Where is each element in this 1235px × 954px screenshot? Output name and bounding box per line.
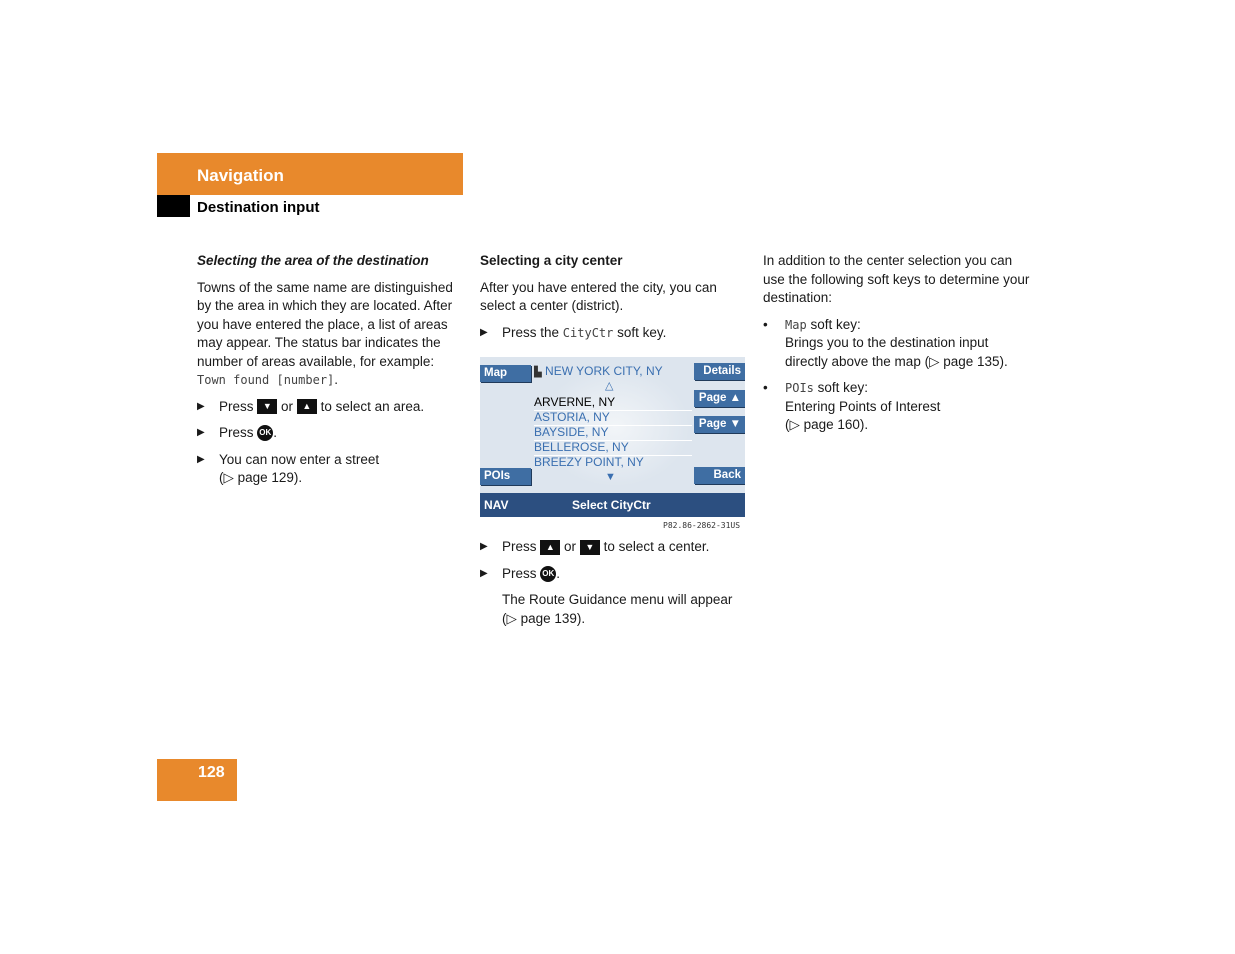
city-skyline-icon: ▙: [534, 367, 542, 378]
step-marker-icon: ▶: [480, 326, 488, 338]
area-description: Towns of the same name are distinguished by the area in which they are located. After you have entered the place, a list of areas may appear. The status bar indicates the number of areas available, for example:: [197, 279, 453, 369]
scroll-down-icon[interactable]: ▼: [605, 471, 616, 483]
city-list-item[interactable]: BELLEROSE, NY: [534, 440, 629, 454]
map-softkey-code: Map: [785, 317, 807, 332]
step-marker-icon: ▶: [197, 453, 205, 465]
column-2-heading: Selecting a city center: [480, 253, 623, 268]
down-key-icon: ▼: [580, 540, 600, 555]
step-marker-icon: ▶: [197, 400, 205, 412]
step-enter-street: ▶ You can now enter a street (▷ page 129).: [197, 451, 380, 485]
ok-button-icon: OK: [257, 425, 273, 441]
softkey-map[interactable]: Map: [480, 365, 531, 382]
up-key-icon: ▲: [540, 540, 560, 555]
step-press-ok: ▶ Press OK .: [480, 565, 748, 584]
column-1: [197, 252, 465, 496]
column-1-heading: Selecting the area of the destination: [197, 253, 429, 268]
softkey-page-up[interactable]: Page ▲: [694, 390, 745, 407]
bullet-icon: •: [763, 316, 768, 332]
step-select-area: ▶ Press ▼ or ▲ to select an area.: [197, 398, 465, 417]
column-2-paragraph: After you have entered the city, you can select a center (district).: [480, 279, 717, 313]
column-1-paragraph: Towns of the same name are distinguished by the area in which they are located. After you have entered the place, a list of areas may appear. The status bar indicates the number of areas available, for example: Town found [number].: [197, 279, 453, 387]
city-list-item[interactable]: ARVERNE, NY: [534, 395, 616, 409]
step-marker-icon: ▶: [197, 427, 205, 438]
city-list-item[interactable]: BREEZY POINT, NY: [534, 455, 644, 469]
down-key-icon: ▼: [257, 399, 277, 414]
cityctr-softkey-code: CityCtr: [562, 325, 614, 340]
city-list-item[interactable]: ASTORIA, NY: [534, 410, 610, 424]
example-status-text: Town found [number]: [197, 373, 335, 387]
page-reference: (▷ page 139).: [502, 610, 586, 626]
selected-city-header: ▙ NEW YORK CITY, NY: [534, 364, 663, 378]
ok-button-icon: OK: [540, 566, 556, 582]
softkey-details[interactable]: Details: [694, 363, 745, 380]
softkey-page-down[interactable]: Page ▼: [694, 416, 745, 433]
step-select-center: ▶ Press ▲ or ▼ to select a center.: [480, 538, 748, 557]
column-2: [480, 252, 748, 350]
page-number: 128: [198, 764, 225, 781]
up-key-icon: ▲: [297, 399, 317, 414]
column-3: [763, 252, 1035, 443]
scroll-up-icon[interactable]: △: [605, 380, 614, 392]
softkey-back[interactable]: Back: [694, 467, 745, 484]
step-marker-icon: ▶: [480, 567, 488, 579]
route-guidance-note: The Route Guidance menu will appear (▷ page 139).: [502, 592, 733, 626]
city-list-item[interactable]: BAYSIDE, NY: [534, 425, 609, 439]
step-marker-icon: ▶: [480, 541, 488, 552]
step-press-ok: ▶ Press OK .: [197, 424, 465, 443]
column-2-lower: [480, 538, 748, 628]
pois-softkey-code: POIs: [785, 381, 814, 395]
subsection-title: Destination input: [197, 199, 320, 216]
page-number-box: [157, 759, 237, 801]
page-reference: (▷ page 160).: [785, 417, 869, 432]
navigation-screen: [480, 357, 745, 517]
page-reference: directly above the map (▷ page 135).: [785, 353, 1008, 369]
status-message: Select CityCtr: [572, 498, 651, 512]
page-reference: (▷ page 129).: [219, 470, 303, 485]
section-title: Navigation: [197, 166, 284, 185]
step-press-cityctr: ▶ Press the CityCtr soft key.: [480, 324, 748, 343]
status-bar: [480, 493, 745, 517]
bullet-pois-softkey: • POIs soft key: Entering Points of Interest (▷ page 160).: [763, 380, 941, 432]
bullet-icon: •: [763, 380, 768, 395]
column-3-paragraph: In addition to the center selection you can use the following soft keys to determine your destination:: [763, 253, 1030, 305]
figure-caption: P82.86-2862-31US: [663, 521, 741, 530]
header-tab-marker: [157, 195, 190, 217]
softkey-pois[interactable]: POIs: [480, 468, 531, 485]
bullet-map-softkey: • Map soft key: Brings you to the destination input directly above the map (▷ page 135).: [763, 316, 1008, 369]
status-mode: NAV: [484, 498, 509, 512]
